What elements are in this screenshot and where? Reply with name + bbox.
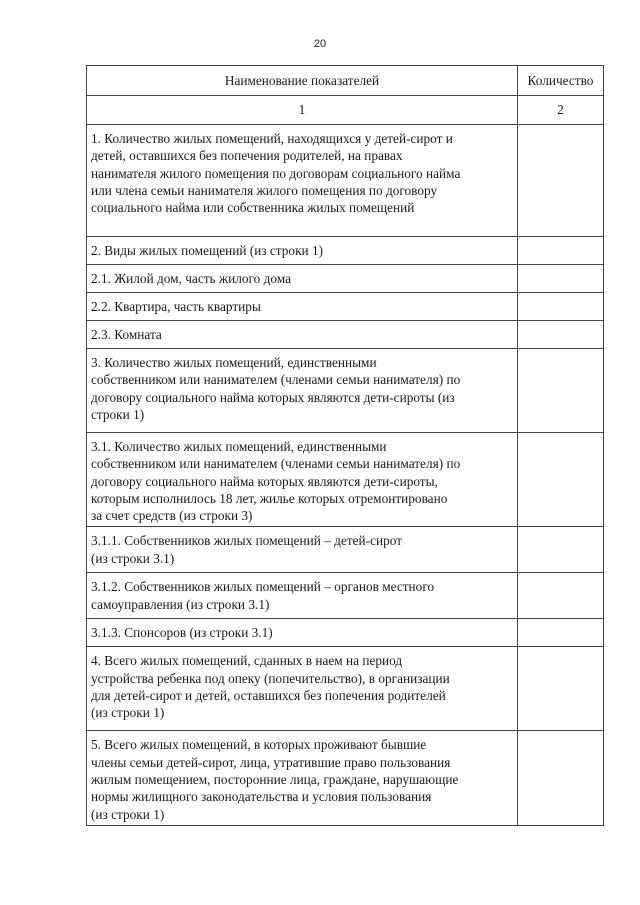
indicator-name-cell (87, 433, 518, 527)
indicator-name-cell (87, 265, 518, 293)
indicator-name-cell (87, 321, 518, 349)
indicator-text-line: для детей-сирот и детей, оставшихся без попечения родителей (91, 688, 446, 704)
indicator-text-line: жилым помещением, посторонние лица, граждане, нарушающие (91, 772, 459, 788)
indicator-text-line: (из строки 3.1) (91, 550, 175, 566)
indicator-text-line: 3. Количество жилых помещений, единственными (91, 355, 377, 370)
table-row (87, 573, 604, 619)
header-indicator-name: Наименование показателей (87, 66, 518, 96)
table-row (87, 433, 604, 527)
indicator-text-line: члены семьи детей-сирот, лица, утратившие право пользования (91, 754, 451, 770)
indicator-text-line: или члена семьи нанимателя жилого помещения по договору (91, 182, 438, 198)
indicator-name-cell (87, 619, 518, 647)
indicator-text-line: нанимателя жилого помещения по договорам социального найма (91, 165, 461, 181)
indicator-text-line: 3.1.2. Собственников жилых помещений – органов местного (91, 579, 435, 595)
indicator-text-line: нормы жилищного законодательства и условия пользования (91, 789, 432, 805)
indicator-text-line: договору социального найма которых являются дети-сироты (из (91, 389, 455, 405)
indicator-text-line: социального найма или собственника жилых помещений (91, 200, 415, 216)
indicator-text-line: 5. Всего жилых помещений, в которых проживают бывшие (91, 737, 427, 753)
indicator-text-line: (из строки 1) (91, 705, 165, 721)
table-row (87, 349, 604, 433)
quantity-cell (518, 527, 604, 573)
indicator-text-line: 3.1.1. Собственников жилых помещений – детей-сирот (91, 533, 403, 549)
quantity-cell (518, 125, 604, 237)
indicator-name-cell (87, 349, 518, 433)
table-row (87, 265, 604, 293)
table-header-row (87, 66, 604, 96)
quantity-cell (518, 237, 604, 265)
table-row (87, 731, 604, 825)
quantity-cell (518, 731, 604, 825)
page-number: 20 (313, 38, 327, 50)
column-number-name: 1 (87, 96, 518, 125)
indicator-text-line: детей, оставшихся без попечения родителей, на правах (91, 148, 403, 164)
indicator-text-line: за счет средств (из строки 3) (91, 508, 253, 524)
quantity-cell (518, 321, 604, 349)
header-quantity: Количество (518, 66, 604, 96)
indicator-text-line: (из строки 1) (91, 806, 165, 822)
indicator-name-cell (87, 731, 518, 825)
quantity-cell (518, 293, 604, 321)
table-row (87, 293, 604, 321)
quantity-cell (518, 573, 604, 619)
indicator-text-line: собственником или нанимателем (членами семьи нанимателя) по (91, 372, 461, 388)
indicator-text-line: строки 1) (91, 406, 145, 422)
indicator-name-cell (87, 573, 518, 619)
indicator-text-line: 2.3. Комната (91, 327, 162, 342)
indicator-name-cell (87, 527, 518, 573)
indicator-name-cell (87, 293, 518, 321)
indicator-text-line: устройства ребенка под опеку (попечительство), в организации (91, 670, 450, 686)
table-row (87, 125, 604, 237)
column-numbers-row (87, 96, 604, 125)
table-row (87, 619, 604, 647)
quantity-cell (518, 265, 604, 293)
indicator-text-line: 2. Виды жилых помещений (из строки 1) (91, 243, 324, 258)
indicator-name-cell (87, 237, 518, 265)
quantity-cell (518, 647, 604, 731)
indicator-text-line: 2.2. Квартира, часть квартиры (91, 299, 261, 314)
column-number-quantity: 2 (518, 96, 604, 125)
indicator-text-line: самоуправления (из строки 3.1) (91, 596, 270, 612)
indicator-text-line: 2.1. Жилой дом, часть жилого дома (91, 271, 292, 286)
indicator-name-cell (87, 125, 518, 237)
quantity-cell (518, 349, 604, 433)
indicator-text-line: 3.1.3. Спонсоров (из строки 3.1) (91, 625, 273, 641)
indicator-text-line: собственником или нанимателем (членами семьи нанимателя) по (91, 456, 461, 472)
indicator-text-line: договору социального найма которых являются дети-сироты, (91, 473, 438, 489)
indicator-text-line: которым исполнилось 18 лет, жилье которых отремонтировано (91, 490, 448, 506)
table-row (87, 527, 604, 573)
quantity-cell (518, 619, 604, 647)
indicator-text-line: 3.1. Количество жилых помещений, единственными (91, 439, 387, 454)
table-row (87, 647, 604, 731)
table-row (87, 321, 604, 349)
table-row (87, 237, 604, 265)
indicator-name-cell (87, 647, 518, 731)
indicators-table (86, 65, 604, 826)
indicator-text-line: 1. Количество жилых помещений, находящихся у детей-сирот и (91, 131, 453, 146)
quantity-cell (518, 433, 604, 527)
indicator-text-line: 4. Всего жилых помещений, сданных в наем на период (91, 653, 403, 669)
